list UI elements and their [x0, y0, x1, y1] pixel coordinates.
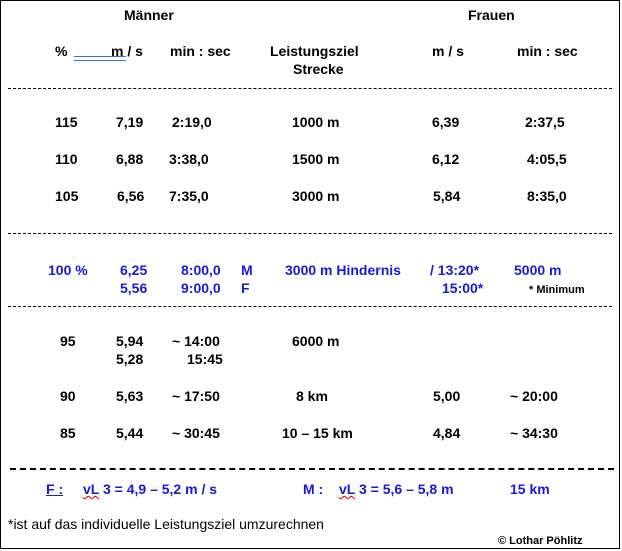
ref-time-women: 9:00,0 [181, 280, 221, 296]
row-distance: 1500 m [292, 151, 340, 167]
row-women-ms: 4,84 [433, 425, 461, 441]
ref-distance: 3000 m Hindernis [285, 262, 401, 278]
header-minsec-men: min : sec [170, 43, 231, 59]
ref-sex-f: F [241, 280, 250, 296]
row-percent: 90 [60, 388, 76, 404]
ref-women-time-2: 15:00* [442, 280, 484, 296]
divider-2 [8, 233, 612, 234]
row-women-ms: 5,00 [433, 388, 461, 404]
row-women-time: ~ 34:30 [510, 425, 558, 441]
header-distance: Strecke [293, 61, 344, 77]
ref-time-men: 8:00,0 [181, 262, 221, 278]
header-ms-women: m / s [432, 43, 464, 59]
row-women-time: 4:05,5 [527, 151, 567, 167]
row-time: ~ 17:50 [172, 388, 220, 404]
ref-women-time-1: / 13:20* [430, 262, 480, 278]
row-women-ms: 6,39 [432, 114, 460, 130]
row-percent: 110 [55, 151, 78, 167]
header-men: Männer [124, 7, 174, 23]
row-distance: 6000 m [292, 333, 340, 349]
row-percent: 85 [60, 425, 76, 441]
header-goal: Leistungsziel [270, 43, 359, 59]
row-percent: 115 [55, 114, 78, 130]
row-percent: 95 [60, 333, 76, 349]
row-women-time: 2:37,5 [525, 114, 565, 130]
divider-1 [8, 88, 612, 89]
row-time: ~ 30:45 [172, 425, 220, 441]
row-time: 7:35,0 [169, 188, 209, 204]
copyright: © Lothar Pöhlitz [498, 535, 583, 547]
row-percent: 105 [55, 188, 79, 204]
row-ms: 5,94 [116, 333, 144, 349]
footnote: *ist auf das individuelle Leistungsziel umzurechnen [8, 516, 324, 532]
header-women: Frauen [468, 7, 515, 23]
header-ms-men: m / s [111, 43, 143, 59]
ref-sex-m: M [241, 262, 253, 278]
row-distance: 10 – 15 km [282, 425, 353, 441]
row-ms-2: 5,28 [116, 351, 144, 367]
formula-f-value: vL 3 = 4,9 – 5,2 m / s [83, 481, 218, 497]
ref-ms-women: 5,56 [120, 280, 148, 296]
row-time-2: 15:45 [187, 351, 223, 367]
formula-m-label: M : [303, 481, 324, 497]
header-minsec-women: min : sec [517, 43, 578, 59]
ref-ms-men: 6,25 [120, 262, 148, 278]
row-distance: 8 km [296, 388, 328, 404]
row-distance: 1000 m [292, 114, 340, 130]
header-percent: % [55, 43, 68, 59]
row-ms: 7,19 [116, 114, 144, 130]
row-ms: 6,88 [116, 151, 144, 167]
row-time: 2:19,0 [172, 114, 212, 130]
row-time: ~ 14:00 [172, 333, 220, 349]
formula-f-label: F : [46, 481, 64, 497]
divider-3 [8, 306, 612, 307]
row-ms: 5,44 [116, 425, 144, 441]
row-time: 3:38,0 [169, 151, 209, 167]
row-ms: 6,56 [117, 188, 145, 204]
ref-women-distance: 5000 m [514, 262, 562, 278]
ref-percent: 100 % [48, 262, 88, 278]
formula-km: 15 km [510, 481, 550, 497]
divider-4 [10, 468, 614, 470]
formula-m-value: vL 3 = 5,6 – 5,8 m [339, 481, 454, 497]
row-women-ms: 5,84 [433, 188, 461, 204]
row-women-time: 8:35,0 [527, 188, 567, 204]
row-women-time: ~ 20:00 [510, 388, 558, 404]
row-distance: 3000 m [292, 188, 340, 204]
row-ms: 5,63 [116, 388, 144, 404]
minimum-note: * Minimum [529, 284, 585, 296]
row-women-ms: 6,12 [432, 151, 460, 167]
